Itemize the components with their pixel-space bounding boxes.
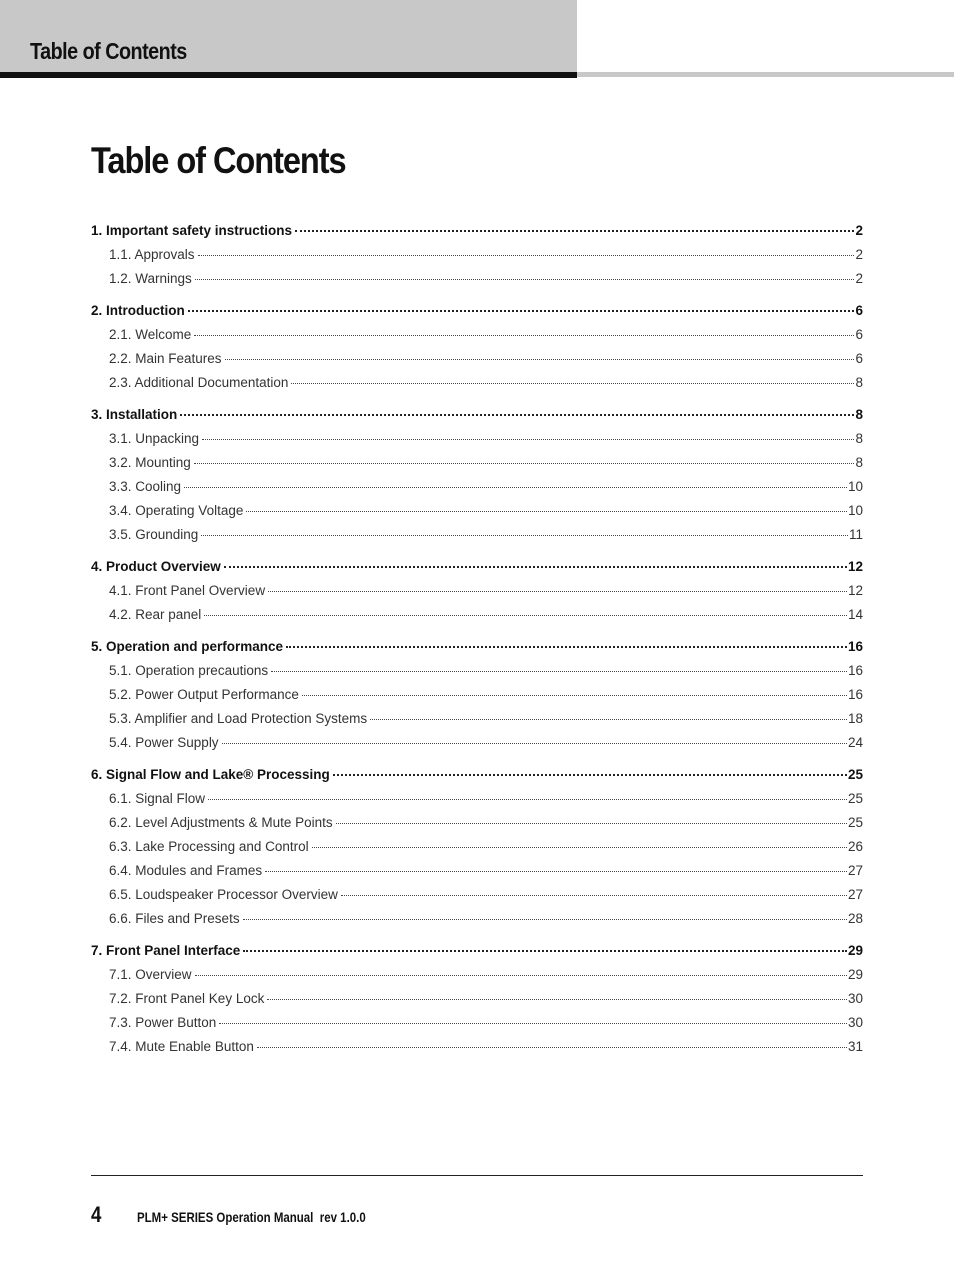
toc-entry-page-number: 30 [847,991,863,1006]
toc-dot-leader [341,895,847,896]
toc-entry-page-number: 12 [847,583,863,598]
toc-dot-leader [184,487,847,488]
toc-entry-label: 5.2. Power Output Performance [109,687,299,702]
toc-dot-leader [243,919,847,920]
toc-entry-page-number: 2 [855,247,863,262]
toc-subsection-entry[interactable] [91,1035,863,1059]
toc-entry-label: 2.3. Additional Documentation [109,375,289,390]
toc-dot-leader [295,230,854,232]
toc-dot-leader [268,591,847,592]
toc-subsection-entry[interactable] [91,683,863,707]
toc-dot-leader [188,310,855,312]
toc-entry-page-number: 29 [847,943,863,958]
toc-section-entry[interactable] [91,763,863,787]
toc-subsection-entry[interactable] [91,523,863,547]
toc-dot-leader [198,255,855,256]
toc-dot-leader [194,335,854,336]
toc-dot-leader [312,847,847,848]
toc-dot-leader [208,799,847,800]
toc-dot-leader [246,511,847,512]
toc-entry-label: 3.4. Operating Voltage [109,503,244,518]
footer-rule [91,1175,863,1176]
toc-entry-label: 5.4. Power Supply [109,735,219,750]
toc-entry-page-number: 2 [855,223,863,238]
toc-dot-leader [219,1023,847,1024]
header-section-title: Table of Contents [30,38,187,64]
toc-entry-page-number: 8 [855,407,863,422]
toc-entry-label: 4.1. Front Panel Overview [109,583,266,598]
toc-entry-label: 3.1. Unpacking [109,431,200,446]
toc-dot-leader [370,719,847,720]
toc-subsection-entry[interactable] [91,987,863,1011]
toc-subsection-entry[interactable] [91,707,863,731]
toc-entry-page-number: 6 [855,351,863,366]
toc-entry-page-number: 10 [847,503,863,518]
toc-entry-page-number: 25 [847,767,863,782]
toc-entry-label: 3.3. Cooling [109,479,182,494]
toc-entry-page-number: 27 [847,887,863,902]
toc-subsection-entry[interactable] [91,907,863,931]
toc-subsection-entry[interactable] [91,963,863,987]
toc-entry-page-number: 16 [847,663,863,678]
toc-entry-label: 3. Installation [91,407,178,422]
toc-entry-label: 2.1. Welcome [109,327,192,342]
toc-entry-label: 7.4. Mute Enable Button [109,1039,254,1054]
toc-subsection-entry[interactable] [91,427,863,451]
toc-dot-leader [202,439,854,440]
toc-subsection-entry[interactable] [91,603,863,627]
toc-dot-leader [243,950,847,952]
toc-entry-page-number: 14 [847,607,863,622]
toc-dot-leader [286,646,847,648]
toc-section-entry[interactable] [91,219,863,243]
toc-subsection-entry[interactable] [91,731,863,755]
toc-entry-label: 5.1. Operation precautions [109,663,269,678]
toc-entry-label: 1.2. Warnings [109,271,192,286]
toc-entry-page-number: 8 [855,375,863,390]
toc-dot-leader [302,695,847,696]
toc-subsection-entry[interactable] [91,475,863,499]
toc-subsection-entry[interactable] [91,243,863,267]
toc-dot-leader [204,615,847,616]
toc-entry-page-number: 31 [847,1039,863,1054]
toc-entry-label: 6. Signal Flow and Lake® Processing [91,767,330,782]
toc-dot-leader [224,566,847,568]
header-rule [0,72,577,78]
toc-entry-label: 7.1. Overview [109,967,192,982]
toc-dot-leader [180,414,854,416]
toc-entry-page-number: 30 [847,1015,863,1030]
toc-entry-label: 1.1. Approvals [109,247,195,262]
toc-entry-page-number: 25 [847,791,863,806]
toc-entry-page-number: 29 [847,967,863,982]
toc-section-entry[interactable] [91,555,863,579]
toc-entry-label: 3.5. Grounding [109,527,199,542]
toc-entry-page-number: 16 [847,687,863,702]
toc-section-entry[interactable] [91,635,863,659]
toc-entry-label: 3.2. Mounting [109,455,191,470]
toc-subsection-entry[interactable] [91,371,863,395]
toc-dot-leader [225,359,855,360]
toc-entry-page-number: 10 [847,479,863,494]
toc-entry-page-number: 6 [855,327,863,342]
toc-entry-page-number: 18 [847,711,863,726]
toc-subsection-entry[interactable] [91,859,863,883]
toc-subsection-entry[interactable] [91,499,863,523]
toc-entry-page-number: 24 [847,735,863,750]
toc-entry-label: 5. Operation and performance [91,639,284,654]
toc-subsection-entry[interactable] [91,323,863,347]
footer-page-number: 4 [91,1202,102,1227]
toc-entry-label: 2. Introduction [91,303,185,318]
toc-entry-page-number: 27 [847,863,863,878]
toc-dot-leader [291,383,854,384]
toc-section-entry[interactable] [91,299,863,323]
toc-entry-page-number: 6 [855,303,863,318]
toc-dot-leader [265,871,847,872]
toc-entry-page-number: 26 [847,839,863,854]
header-rule-light [577,72,954,77]
toc-dot-leader [201,535,848,536]
toc-subsection-entry[interactable] [91,1011,863,1035]
toc-subsection-entry[interactable] [91,787,863,811]
toc-entry-label: 6.1. Signal Flow [109,791,206,806]
toc-subsection-entry[interactable] [91,883,863,907]
table-of-contents [91,219,863,1059]
toc-entry-label: 6.5. Loudspeaker Processor Overview [109,887,338,902]
toc-dot-leader [195,975,847,976]
toc-entry-page-number: 12 [847,559,863,574]
toc-entry-label: 4.2. Rear panel [109,607,202,622]
toc-entry-label: 5.3. Amplifier and Load Protection Systems [109,711,368,726]
toc-subsection-entry[interactable] [91,451,863,475]
toc-dot-leader [194,463,855,464]
toc-entry-label: 1. Important safety instructions [91,223,293,238]
toc-entry-label: 4. Product Overview [91,559,221,574]
toc-entry-page-number: 8 [855,431,863,446]
toc-entry-label: 7.3. Power Button [109,1015,217,1030]
toc-entry-page-number: 28 [847,911,863,926]
toc-dot-leader [222,743,847,744]
toc-dot-leader [257,1047,847,1048]
toc-entry-label: 6.3. Lake Processing and Control [109,839,309,854]
toc-subsection-entry[interactable] [91,347,863,371]
footer-document-title: PLM+ SERIES Operation Manual rev 1.0.0 [137,1209,366,1225]
toc-dot-leader [271,671,847,672]
toc-entry-label: 6.4. Modules and Frames [109,863,263,878]
page-title: Table of Contents [91,140,346,181]
toc-dot-leader [195,279,855,280]
toc-section-entry[interactable] [91,939,863,963]
toc-subsection-entry[interactable] [91,811,863,835]
toc-subsection-entry[interactable] [91,659,863,683]
toc-subsection-entry[interactable] [91,267,863,291]
toc-entry-label: 7.2. Front Panel Key Lock [109,991,265,1006]
toc-entry-label: 6.2. Level Adjustments & Mute Points [109,815,333,830]
toc-entry-page-number: 16 [847,639,863,654]
toc-subsection-entry[interactable] [91,835,863,859]
toc-entry-label: 6.6. Files and Presets [109,911,240,926]
toc-entry-page-number: 25 [847,815,863,830]
toc-dot-leader [333,774,847,776]
toc-subsection-entry[interactable] [91,579,863,603]
toc-entry-label: 7. Front Panel Interface [91,943,241,958]
toc-dot-leader [336,823,847,824]
toc-section-entry[interactable] [91,403,863,427]
toc-entry-page-number: 11 [848,527,863,542]
toc-dot-leader [267,999,847,1000]
toc-entry-label: 2.2. Main Features [109,351,222,366]
toc-entry-page-number: 8 [855,455,863,470]
toc-entry-page-number: 2 [855,271,863,286]
